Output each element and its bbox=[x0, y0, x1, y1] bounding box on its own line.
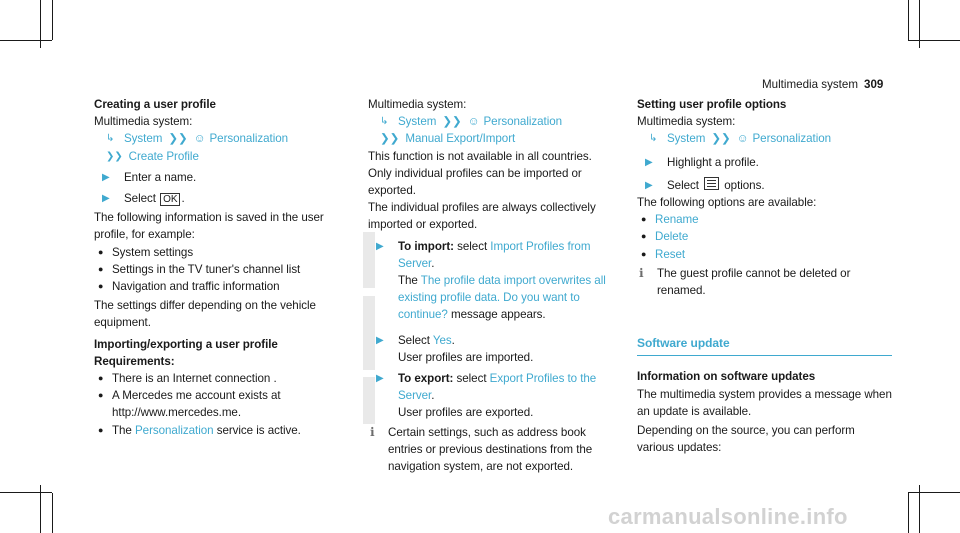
section-heading: Setting user profile options bbox=[637, 98, 787, 111]
crop-mark bbox=[52, 493, 53, 533]
step-arrow-icon: ▶ bbox=[102, 171, 110, 183]
note-text: Certain settings, such as address book entries or previous destinations from the navigation system, are not exported. bbox=[388, 425, 593, 474]
menu-link-system[interactable]: System bbox=[398, 115, 437, 129]
menu-path-system bbox=[637, 130, 892, 147]
text-fragment: Select bbox=[667, 178, 699, 192]
list-item bbox=[94, 244, 344, 261]
step-arrow-icon: ▶ bbox=[645, 179, 653, 191]
double-chevron-icon: ❯❯ bbox=[711, 132, 731, 146]
text-fragment: The bbox=[398, 274, 418, 288]
step-label: To import: bbox=[398, 239, 454, 253]
step-text-suffix: . bbox=[181, 192, 185, 206]
section-heading: Importing/exporting a user profile bbox=[94, 337, 278, 351]
step-text bbox=[398, 238, 618, 324]
bullet-icon: ● bbox=[98, 263, 104, 274]
crop-mark bbox=[0, 40, 52, 41]
people-icon: ☺ bbox=[467, 115, 480, 129]
menu-link-create-profile[interactable]: Create Profile bbox=[128, 149, 199, 163]
menu-link-delete[interactable]: Delete bbox=[655, 230, 689, 244]
text-fragment: message appears. bbox=[451, 308, 546, 322]
note bbox=[368, 424, 618, 476]
step bbox=[94, 169, 344, 186]
text-fragment: The bbox=[112, 423, 132, 437]
text-fragment: User profiles are imported. bbox=[398, 350, 534, 364]
ok-key-icon: OK bbox=[160, 193, 180, 206]
menu-link-personalization[interactable]: Personalization bbox=[209, 132, 289, 146]
menu-link-personalization[interactable]: Personalization bbox=[752, 132, 832, 146]
step bbox=[94, 190, 344, 207]
menu-link-system[interactable]: System bbox=[667, 132, 706, 146]
message-text: The profile data import overwrites all existing profile data. Do you want to continue? bbox=[398, 274, 606, 322]
note bbox=[637, 265, 892, 299]
menu-path-manual bbox=[368, 130, 618, 147]
menu-link-personalization[interactable]: Personalization bbox=[135, 423, 214, 437]
double-chevron-icon: ❯❯ bbox=[106, 150, 123, 162]
text-fragment: . bbox=[431, 256, 435, 270]
crop-mark bbox=[0, 492, 52, 493]
list-item bbox=[94, 278, 344, 295]
step bbox=[368, 238, 618, 324]
step-arrow-icon: ▶ bbox=[645, 156, 653, 168]
note-text: The guest profile cannot be deleted or renamed. bbox=[657, 266, 851, 298]
people-icon: ☺ bbox=[736, 132, 749, 146]
watermark: carmanualsonline.info bbox=[608, 504, 848, 529]
section-heading: Creating a user profile bbox=[94, 98, 216, 111]
menu-path-create bbox=[94, 148, 344, 165]
list-item bbox=[637, 246, 892, 263]
menu-path-system bbox=[368, 113, 618, 130]
paragraph: This function is not available in all countries. bbox=[368, 149, 592, 163]
step-arrow-icon: ▶ bbox=[102, 193, 110, 205]
text-fragment: select bbox=[457, 239, 488, 253]
step-text bbox=[398, 370, 618, 422]
step-text-prefix: Select bbox=[124, 192, 156, 206]
paragraph: The settings differ depending on the vehicle equipment. bbox=[94, 299, 316, 330]
info-icon: ℹ bbox=[639, 265, 644, 280]
column-left bbox=[94, 96, 344, 439]
step-arrow-icon: ▶ bbox=[376, 373, 384, 385]
section-title-software-update: Software update bbox=[637, 335, 892, 356]
text-fragment: options. bbox=[724, 178, 765, 192]
page-number: 309 bbox=[864, 78, 884, 91]
info-icon: ℹ bbox=[370, 424, 375, 439]
list-item bbox=[94, 422, 344, 439]
menu-link-import-profiles[interactable]: Import Profiles from Server bbox=[398, 239, 591, 270]
crop-mark bbox=[908, 0, 909, 40]
path-arrow-icon: ↳ bbox=[106, 133, 115, 145]
double-chevron-icon: ❯❯ bbox=[442, 115, 462, 129]
column-right bbox=[637, 96, 892, 456]
text-fragment: User profiles are exported. bbox=[398, 406, 534, 420]
bullet-icon: ● bbox=[98, 246, 104, 257]
paragraph: The following information is saved in the user profile, for example: bbox=[94, 211, 324, 242]
menu-path-system bbox=[94, 130, 344, 147]
list-item-text: Settings in the TV tuner's channel list bbox=[112, 262, 301, 276]
menu-link-manual-export-import[interactable]: Manual Export/Import bbox=[405, 132, 516, 146]
paragraph: Only individual profiles can be imported or exported. bbox=[368, 166, 582, 198]
crop-mark bbox=[908, 492, 960, 493]
step-text bbox=[667, 177, 765, 194]
step-text bbox=[398, 332, 533, 366]
menu-path-root: Multimedia system: bbox=[368, 98, 467, 111]
bullet-icon: ● bbox=[641, 231, 647, 242]
list-item-text: Navigation and traffic information bbox=[112, 280, 280, 294]
menu-link-system[interactable]: System bbox=[124, 132, 163, 146]
menu-icon bbox=[704, 177, 719, 190]
list-item bbox=[637, 211, 892, 228]
double-chevron-icon: ❯❯ bbox=[168, 132, 188, 146]
step-arrow-icon: ▶ bbox=[376, 334, 384, 346]
crop-mark bbox=[52, 0, 53, 40]
bullet-icon: ● bbox=[98, 424, 104, 435]
bullet-icon: ● bbox=[641, 214, 647, 225]
bullet-icon: ● bbox=[98, 281, 104, 292]
list-item-text bbox=[112, 422, 301, 439]
step-text bbox=[124, 190, 185, 207]
section-heading: Information on software updates bbox=[637, 370, 816, 384]
step-label: To export: bbox=[398, 372, 454, 386]
paragraph: The individual profiles are always collectively imported or exported. bbox=[368, 201, 596, 232]
menu-path-root: Multimedia system: bbox=[94, 115, 193, 129]
paragraph: The multimedia system provides a message when an update is available. bbox=[637, 387, 892, 418]
list-item-text: A Mercedes me account exists at http://www.mercedes.me. bbox=[112, 389, 281, 420]
step-text: Enter a name. bbox=[124, 170, 197, 184]
menu-link-yes[interactable]: Yes bbox=[432, 333, 452, 347]
list-item bbox=[94, 370, 344, 387]
list-item bbox=[94, 261, 344, 278]
step-arrow-icon: ▶ bbox=[376, 240, 384, 252]
menu-path-root: Multimedia system: bbox=[637, 115, 736, 129]
header-title: Multimedia system bbox=[762, 78, 858, 91]
text-fragment: Select bbox=[398, 333, 430, 347]
list-item-text: There is an Internet connection . bbox=[112, 372, 277, 386]
step bbox=[368, 332, 618, 366]
list-item bbox=[94, 387, 344, 421]
running-header bbox=[762, 78, 883, 91]
text-fragment: service is active. bbox=[216, 423, 301, 437]
step-text: Highlight a profile. bbox=[667, 155, 759, 169]
step bbox=[637, 177, 892, 194]
menu-link-export-profiles[interactable]: Export Profiles to the Server bbox=[398, 372, 597, 403]
step bbox=[368, 370, 618, 422]
bullet-icon: ● bbox=[98, 373, 104, 384]
path-arrow-icon: ↳ bbox=[380, 116, 389, 128]
text-fragment: . bbox=[431, 389, 435, 403]
path-arrow-icon: ↳ bbox=[649, 133, 658, 145]
paragraph: The following options are available: bbox=[637, 196, 817, 210]
bullet-icon: ● bbox=[641, 248, 647, 259]
menu-link-reset[interactable]: Reset bbox=[655, 247, 686, 261]
bullet-icon: ● bbox=[98, 390, 104, 401]
step bbox=[637, 154, 892, 171]
menu-link-personalization[interactable]: Personalization bbox=[483, 115, 563, 129]
double-chevron-icon: ❯❯ bbox=[380, 132, 400, 146]
list-item-text: System settings bbox=[112, 245, 194, 259]
text-fragment: . bbox=[451, 333, 455, 347]
crop-mark bbox=[908, 493, 909, 533]
text-fragment: select bbox=[456, 372, 487, 386]
requirements-label: Requirements: bbox=[94, 354, 175, 368]
column-middle bbox=[368, 96, 618, 475]
menu-link-rename[interactable]: Rename bbox=[655, 213, 699, 227]
people-icon: ☺ bbox=[193, 132, 206, 146]
crop-mark bbox=[908, 40, 960, 41]
list-item bbox=[637, 228, 892, 245]
paragraph: Depending on the source, you can perform various updates: bbox=[637, 424, 855, 455]
